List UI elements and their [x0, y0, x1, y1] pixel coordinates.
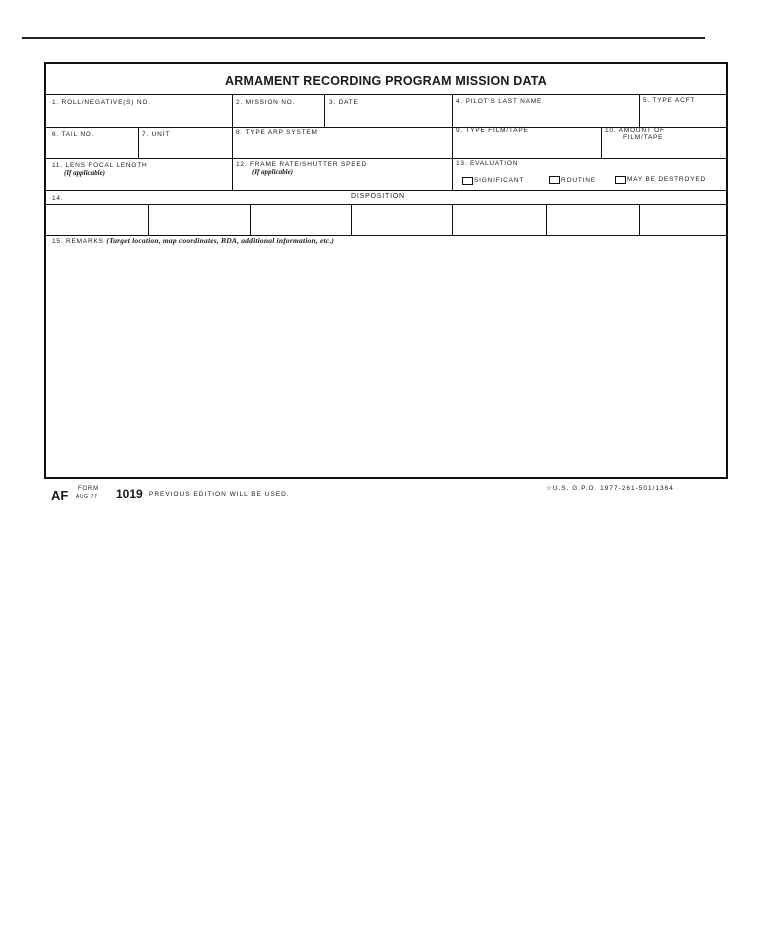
remarks-label: 15. REMARKS: [52, 238, 104, 245]
roll-negative-no-field[interactable]: 1. ROLL/NEGATIVE(S) NO.: [52, 99, 151, 106]
amount-of-film-tape-field[interactable]: 10. AMOUNT OF: [605, 127, 665, 134]
significant-checkbox[interactable]: [462, 177, 473, 185]
col-divider: [250, 204, 251, 235]
row-divider: [46, 94, 728, 95]
col-divider: [138, 127, 139, 158]
pilot-last-name-field[interactable]: 4. PILOT'S LAST NAME: [456, 98, 543, 105]
form-number: 1019: [116, 487, 143, 501]
lens-focal-length-field[interactable]: 11. LENS FOCAL LENGTH: [52, 162, 148, 169]
routine-label: ROUTINE: [561, 177, 596, 184]
top-rule: [22, 37, 705, 39]
amount-of-film-tape-label-2: FILM/TAPE: [623, 134, 664, 141]
routine-checkbox[interactable]: [549, 176, 560, 184]
row-divider: [46, 190, 728, 191]
type-film-tape-field[interactable]: 9. TYPE FILM/TAPE: [456, 127, 529, 134]
type-arp-system-field[interactable]: 8. TYPE ARP SYSTEM: [236, 129, 318, 136]
significant-label: SIGNIFICANT: [474, 177, 524, 184]
date-field[interactable]: 3. DATE: [329, 99, 359, 106]
mission-data-form: [44, 62, 728, 479]
col-divider: [351, 204, 352, 235]
col-divider: [148, 204, 149, 235]
type-acft-field[interactable]: 5. TYPE ACFT: [643, 97, 696, 104]
remarks-note: (Target location, map coordinates, BDA, additional information, etc.): [106, 236, 335, 245]
field-14-label: 14.: [52, 195, 64, 202]
mission-no-field[interactable]: 2. MISSION NO.: [236, 99, 296, 106]
af-label: AF: [51, 488, 69, 503]
col-divider: [324, 94, 325, 127]
frame-rate-note: (If applicable): [252, 168, 294, 176]
row-divider: [46, 158, 728, 159]
may-be-destroyed-label: MAY BE DESTROYED: [627, 176, 707, 183]
may-be-destroyed-checkbox[interactable]: [615, 176, 626, 184]
disposition-heading: DISPOSITION: [351, 193, 405, 200]
col-divider: [601, 127, 602, 158]
form-word: FORM: [78, 486, 99, 492]
unit-field[interactable]: 7. UNIT: [142, 131, 170, 138]
col-divider: [639, 94, 640, 127]
evaluation-label: 13. EVALUATION: [456, 160, 519, 167]
remarks-field[interactable]: [52, 237, 334, 246]
edition-note: PREVIOUS EDITION WILL BE USED.: [149, 491, 290, 498]
col-divider: [452, 204, 453, 235]
col-divider: [452, 94, 453, 190]
tail-no-field[interactable]: 6. TAIL NO.: [52, 131, 95, 138]
col-divider: [232, 94, 233, 190]
col-divider: [639, 204, 640, 235]
gpo-imprint: ☆U.S. G.P.O. 1977-261-501/1364: [546, 485, 674, 492]
form-title: ARMAMENT RECORDING PROGRAM MISSION DATA: [225, 74, 547, 88]
col-divider: [546, 204, 547, 235]
form-date: AUG 77: [76, 494, 98, 500]
frame-rate-shutter-speed-field[interactable]: 12. FRAME RATE/SHUTTER SPEED: [236, 161, 367, 168]
lens-focal-length-note: (If applicable): [64, 169, 106, 177]
